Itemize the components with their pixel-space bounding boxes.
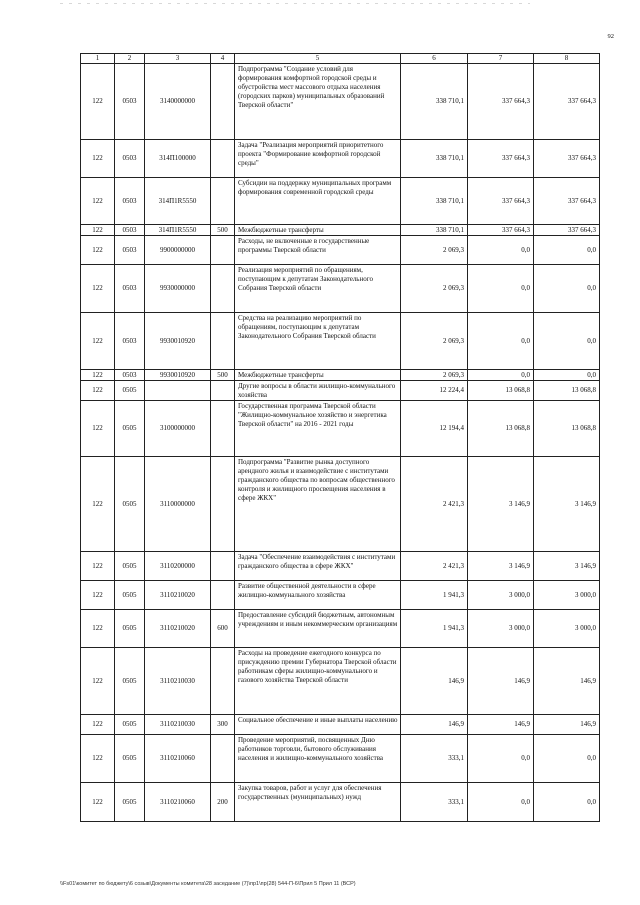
cell-amount-year-3: 0,0 — [534, 783, 600, 822]
cell-amount-year-1: 2 421,3 — [401, 552, 468, 581]
cell-amount-year-1: 2 069,3 — [401, 313, 468, 370]
cell-code-article: 314П1R5550 — [145, 225, 211, 236]
table-row — [81, 610, 600, 648]
cell-code-admin: 122 — [81, 64, 115, 140]
cell-code-section: 0503 — [115, 225, 145, 236]
cell-amount-year-3: 0,0 — [534, 236, 600, 265]
cell-code-article: 3110200000 — [145, 552, 211, 581]
cell-description: Закупка товаров, работ и услуг для обеспечения государственных (муниципальных) нужд — [235, 783, 401, 822]
cell-code-article: 314П1R5550 — [145, 178, 211, 225]
cell-code-admin: 122 — [81, 265, 115, 313]
cell-amount-year-2: 146,9 — [468, 648, 534, 715]
cell-code-section: 0503 — [115, 64, 145, 140]
cell-amount-year-2: 3 146,9 — [468, 552, 534, 581]
cell-amount-year-1: 2 421,3 — [401, 457, 468, 552]
cell-code-article: 3110210030 — [145, 715, 211, 735]
cell-amount-year-3: 0,0 — [534, 735, 600, 783]
cell-code-type — [211, 581, 235, 610]
cell-code-admin: 122 — [81, 178, 115, 225]
cell-code-admin: 122 — [81, 381, 115, 401]
cell-code-type — [211, 313, 235, 370]
cell-amount-year-1: 1 941,3 — [401, 610, 468, 648]
cell-amount-year-2: 3 000,0 — [468, 610, 534, 648]
cell-amount-year-2: 0,0 — [468, 265, 534, 313]
cell-description: Проведение мероприятий, посвященных Дню работников торговли, бытового обслуживания населения и жилищно-коммунального хозяйства — [235, 735, 401, 783]
cell-amount-year-2: 3 146,9 — [468, 457, 534, 552]
cell-code-section: 0505 — [115, 581, 145, 610]
cell-description: Средства на реализацию мероприятий по обращениям, поступающим к депутатам Законодательного Собрания Тверской области — [235, 313, 401, 370]
cell-amount-year-1: 2 069,3 — [401, 236, 468, 265]
cell-amount-year-2: 337 664,3 — [468, 178, 534, 225]
table-row — [81, 648, 600, 715]
cell-code-article: 3110000000 — [145, 457, 211, 552]
cell-amount-year-3: 337 664,3 — [534, 64, 600, 140]
cell-code-section: 0503 — [115, 370, 145, 381]
cell-description: Государственная программа Тверской области "Жилищно-коммунальное хозяйство и энергетика Тверской области" на 2016 - 2021 годы — [235, 401, 401, 457]
cell-code-article: 314П100000 — [145, 140, 211, 178]
table-body — [81, 64, 600, 822]
cell-amount-year-2: 3 000,0 — [468, 581, 534, 610]
cell-amount-year-1: 146,9 — [401, 648, 468, 715]
cell-code-admin: 122 — [81, 236, 115, 265]
cell-code-section: 0505 — [115, 552, 145, 581]
cell-amount-year-2: 337 664,3 — [468, 225, 534, 236]
cell-code-article — [145, 381, 211, 401]
table-row — [81, 140, 600, 178]
header-col-8: 8 — [534, 54, 600, 64]
table-row — [81, 552, 600, 581]
table-row — [81, 236, 600, 265]
cell-code-section: 0505 — [115, 783, 145, 822]
cell-code-type — [211, 648, 235, 715]
table-header-row — [81, 54, 600, 64]
cell-amount-year-1: 12 224,4 — [401, 381, 468, 401]
cell-description: Подпрограмма "Создание условий для формирования комфортной городской среды и обустройства мест массового отдыха населения (городских парков) муниципальных образований Тверской области" — [235, 64, 401, 140]
cell-code-admin: 122 — [81, 225, 115, 236]
cell-amount-year-1: 338 710,1 — [401, 225, 468, 236]
cell-amount-year-1: 146,9 — [401, 715, 468, 735]
cell-amount-year-1: 1 941,3 — [401, 581, 468, 610]
cell-amount-year-1: 333,1 — [401, 783, 468, 822]
cell-code-section: 0505 — [115, 401, 145, 457]
cell-description: Социальное обеспечение и иные выплаты населению — [235, 715, 401, 735]
table-row — [81, 735, 600, 783]
cell-code-type — [211, 265, 235, 313]
budget-table — [80, 53, 600, 822]
cell-code-section: 0503 — [115, 178, 145, 225]
cell-code-type: 500 — [211, 225, 235, 236]
table-row — [81, 225, 600, 236]
cell-code-admin: 122 — [81, 783, 115, 822]
cell-amount-year-1: 338 710,1 — [401, 64, 468, 140]
cell-code-type — [211, 457, 235, 552]
cell-description: Расходы, не включенные в государственные программы Тверской области — [235, 236, 401, 265]
table-row — [81, 178, 600, 225]
cell-description: Развитие общественной деятельности в сфере жилищно-коммунального хозяйства — [235, 581, 401, 610]
cell-code-article: 3110210030 — [145, 648, 211, 715]
table-row — [81, 64, 600, 140]
cell-code-type — [211, 236, 235, 265]
cell-amount-year-1: 12 194,4 — [401, 401, 468, 457]
cell-code-section: 0505 — [115, 610, 145, 648]
table-row — [81, 457, 600, 552]
cell-code-section: 0503 — [115, 265, 145, 313]
table-row — [81, 265, 600, 313]
cell-code-type: 500 — [211, 370, 235, 381]
header-col-5: 5 — [235, 54, 401, 64]
header-col-2: 2 — [115, 54, 145, 64]
cell-code-type — [211, 401, 235, 457]
cell-amount-year-1: 333,1 — [401, 735, 468, 783]
header-col-3: 3 — [145, 54, 211, 64]
header-col-4: 4 — [211, 54, 235, 64]
cell-code-type — [211, 735, 235, 783]
cell-description: Расходы на проведение ежегодного конкурса по присуждению премии Губернатора Тверской области работникам сферы жилищно-коммунального и газового хозяйства Тверской области — [235, 648, 401, 715]
cell-code-section: 0503 — [115, 236, 145, 265]
cell-code-admin: 122 — [81, 370, 115, 381]
cell-code-type — [211, 381, 235, 401]
cell-amount-year-3: 3 000,0 — [534, 610, 600, 648]
cell-amount-year-3: 3 146,9 — [534, 552, 600, 581]
cell-amount-year-3: 337 664,3 — [534, 225, 600, 236]
cell-code-admin: 122 — [81, 457, 115, 552]
cell-code-section: 0505 — [115, 457, 145, 552]
cell-code-section: 0503 — [115, 140, 145, 178]
cell-code-admin: 122 — [81, 581, 115, 610]
cell-amount-year-2: 13 068,8 — [468, 401, 534, 457]
cell-amount-year-3: 13 068,8 — [534, 381, 600, 401]
cell-code-article: 3140000000 — [145, 64, 211, 140]
cell-description: Межбюджетные трансферты — [235, 370, 401, 381]
cell-amount-year-2: 0,0 — [468, 783, 534, 822]
header-col-1: 1 — [81, 54, 115, 64]
cell-code-section: 0505 — [115, 715, 145, 735]
cell-amount-year-2: 146,9 — [468, 715, 534, 735]
cell-description: Реализация мероприятий по обращениям, поступающим к депутатам Законодательного Собрания Тверской области — [235, 265, 401, 313]
cell-amount-year-3: 3 146,9 — [534, 457, 600, 552]
cell-code-article: 3110210020 — [145, 610, 211, 648]
table-row — [81, 313, 600, 370]
cell-code-type — [211, 178, 235, 225]
cell-code-admin: 122 — [81, 648, 115, 715]
cell-amount-year-3: 0,0 — [534, 313, 600, 370]
cell-code-admin: 122 — [81, 552, 115, 581]
cell-code-article: 3110210020 — [145, 581, 211, 610]
cell-amount-year-3: 13 068,8 — [534, 401, 600, 457]
cell-amount-year-2: 0,0 — [468, 370, 534, 381]
cell-code-admin: 122 — [81, 735, 115, 783]
cell-description: Межбюджетные трансферты — [235, 225, 401, 236]
cell-code-type: 200 — [211, 783, 235, 822]
cell-amount-year-2: 0,0 — [468, 313, 534, 370]
cell-code-article: 3110210060 — [145, 783, 211, 822]
cell-description: Другие вопросы в области жилищно-коммунального хозяйства — [235, 381, 401, 401]
cell-code-type: 600 — [211, 610, 235, 648]
cell-code-article: 9900000000 — [145, 236, 211, 265]
cell-amount-year-2: 0,0 — [468, 236, 534, 265]
cell-amount-year-1: 338 710,1 — [401, 140, 468, 178]
cell-amount-year-2: 0,0 — [468, 735, 534, 783]
cell-amount-year-3: 337 664,3 — [534, 178, 600, 225]
cell-code-admin: 122 — [81, 140, 115, 178]
budget-table-container — [80, 53, 599, 822]
cell-code-admin: 122 — [81, 401, 115, 457]
cell-amount-year-3: 146,9 — [534, 715, 600, 735]
cell-code-admin: 122 — [81, 610, 115, 648]
cell-code-type — [211, 140, 235, 178]
table-row — [81, 715, 600, 735]
cell-amount-year-2: 337 664,3 — [468, 140, 534, 178]
cell-description: Субсидии на поддержку муниципальных программ формирования современной городской среды — [235, 178, 401, 225]
cell-code-admin: 122 — [81, 715, 115, 735]
table-row — [81, 401, 600, 457]
cell-description: Задача "Обеспечение взаимодействия с институтами гражданского общества в сфере ЖКХ" — [235, 552, 401, 581]
cell-amount-year-1: 338 710,1 — [401, 178, 468, 225]
cell-code-type — [211, 64, 235, 140]
cell-amount-year-3: 146,9 — [534, 648, 600, 715]
cell-code-section: 0505 — [115, 735, 145, 783]
cell-amount-year-1: 2 069,3 — [401, 265, 468, 313]
table-row — [81, 381, 600, 401]
cell-description: Задача "Реализация мероприятий приоритетного проекта "Формирование комфортной городской среды" — [235, 140, 401, 178]
table-row — [81, 783, 600, 822]
cell-code-type: 300 — [211, 715, 235, 735]
cell-code-type — [211, 552, 235, 581]
header-col-7: 7 — [468, 54, 534, 64]
cell-code-admin: 122 — [81, 313, 115, 370]
cell-code-section: 0505 — [115, 381, 145, 401]
cell-code-article: 3110210060 — [145, 735, 211, 783]
footer-file-path: \\Fs01\комитет по бюджету\6 созыв\Документы комитета\28 заседание (7)\пр1\пр(28) 544-П-6\Прил 5 Прил 11 (ВСР) — [60, 881, 356, 887]
cell-code-section: 0505 — [115, 648, 145, 715]
cell-amount-year-3: 337 664,3 — [534, 140, 600, 178]
table-row — [81, 581, 600, 610]
cell-amount-year-3: 0,0 — [534, 370, 600, 381]
cell-code-article: 3100000000 — [145, 401, 211, 457]
page-number: 92 — [607, 33, 614, 40]
cell-code-article: 9930000000 — [145, 265, 211, 313]
table-row — [81, 370, 600, 381]
cell-code-article: 9930010920 — [145, 370, 211, 381]
cell-amount-year-2: 337 664,3 — [468, 64, 534, 140]
cell-description: Подпрограмма "Развитие рынка доступного арендного жилья и взаимодействие с институтами гражданского общества по вопросам общественного контроля и жилищного просвещения населения в сфере ЖКХ" — [235, 457, 401, 552]
cell-code-article: 9930010920 — [145, 313, 211, 370]
cell-amount-year-1: 2 069,3 — [401, 370, 468, 381]
cell-amount-year-2: 13 068,8 — [468, 381, 534, 401]
header-col-6: 6 — [401, 54, 468, 64]
cell-amount-year-3: 0,0 — [534, 265, 600, 313]
cell-amount-year-3: 3 000,0 — [534, 581, 600, 610]
scan-artifact-line — [60, 3, 530, 4]
cell-code-section: 0503 — [115, 313, 145, 370]
cell-description: Предоставление субсидий бюджетным, автономным учреждениям и иным некоммерческим организациям — [235, 610, 401, 648]
